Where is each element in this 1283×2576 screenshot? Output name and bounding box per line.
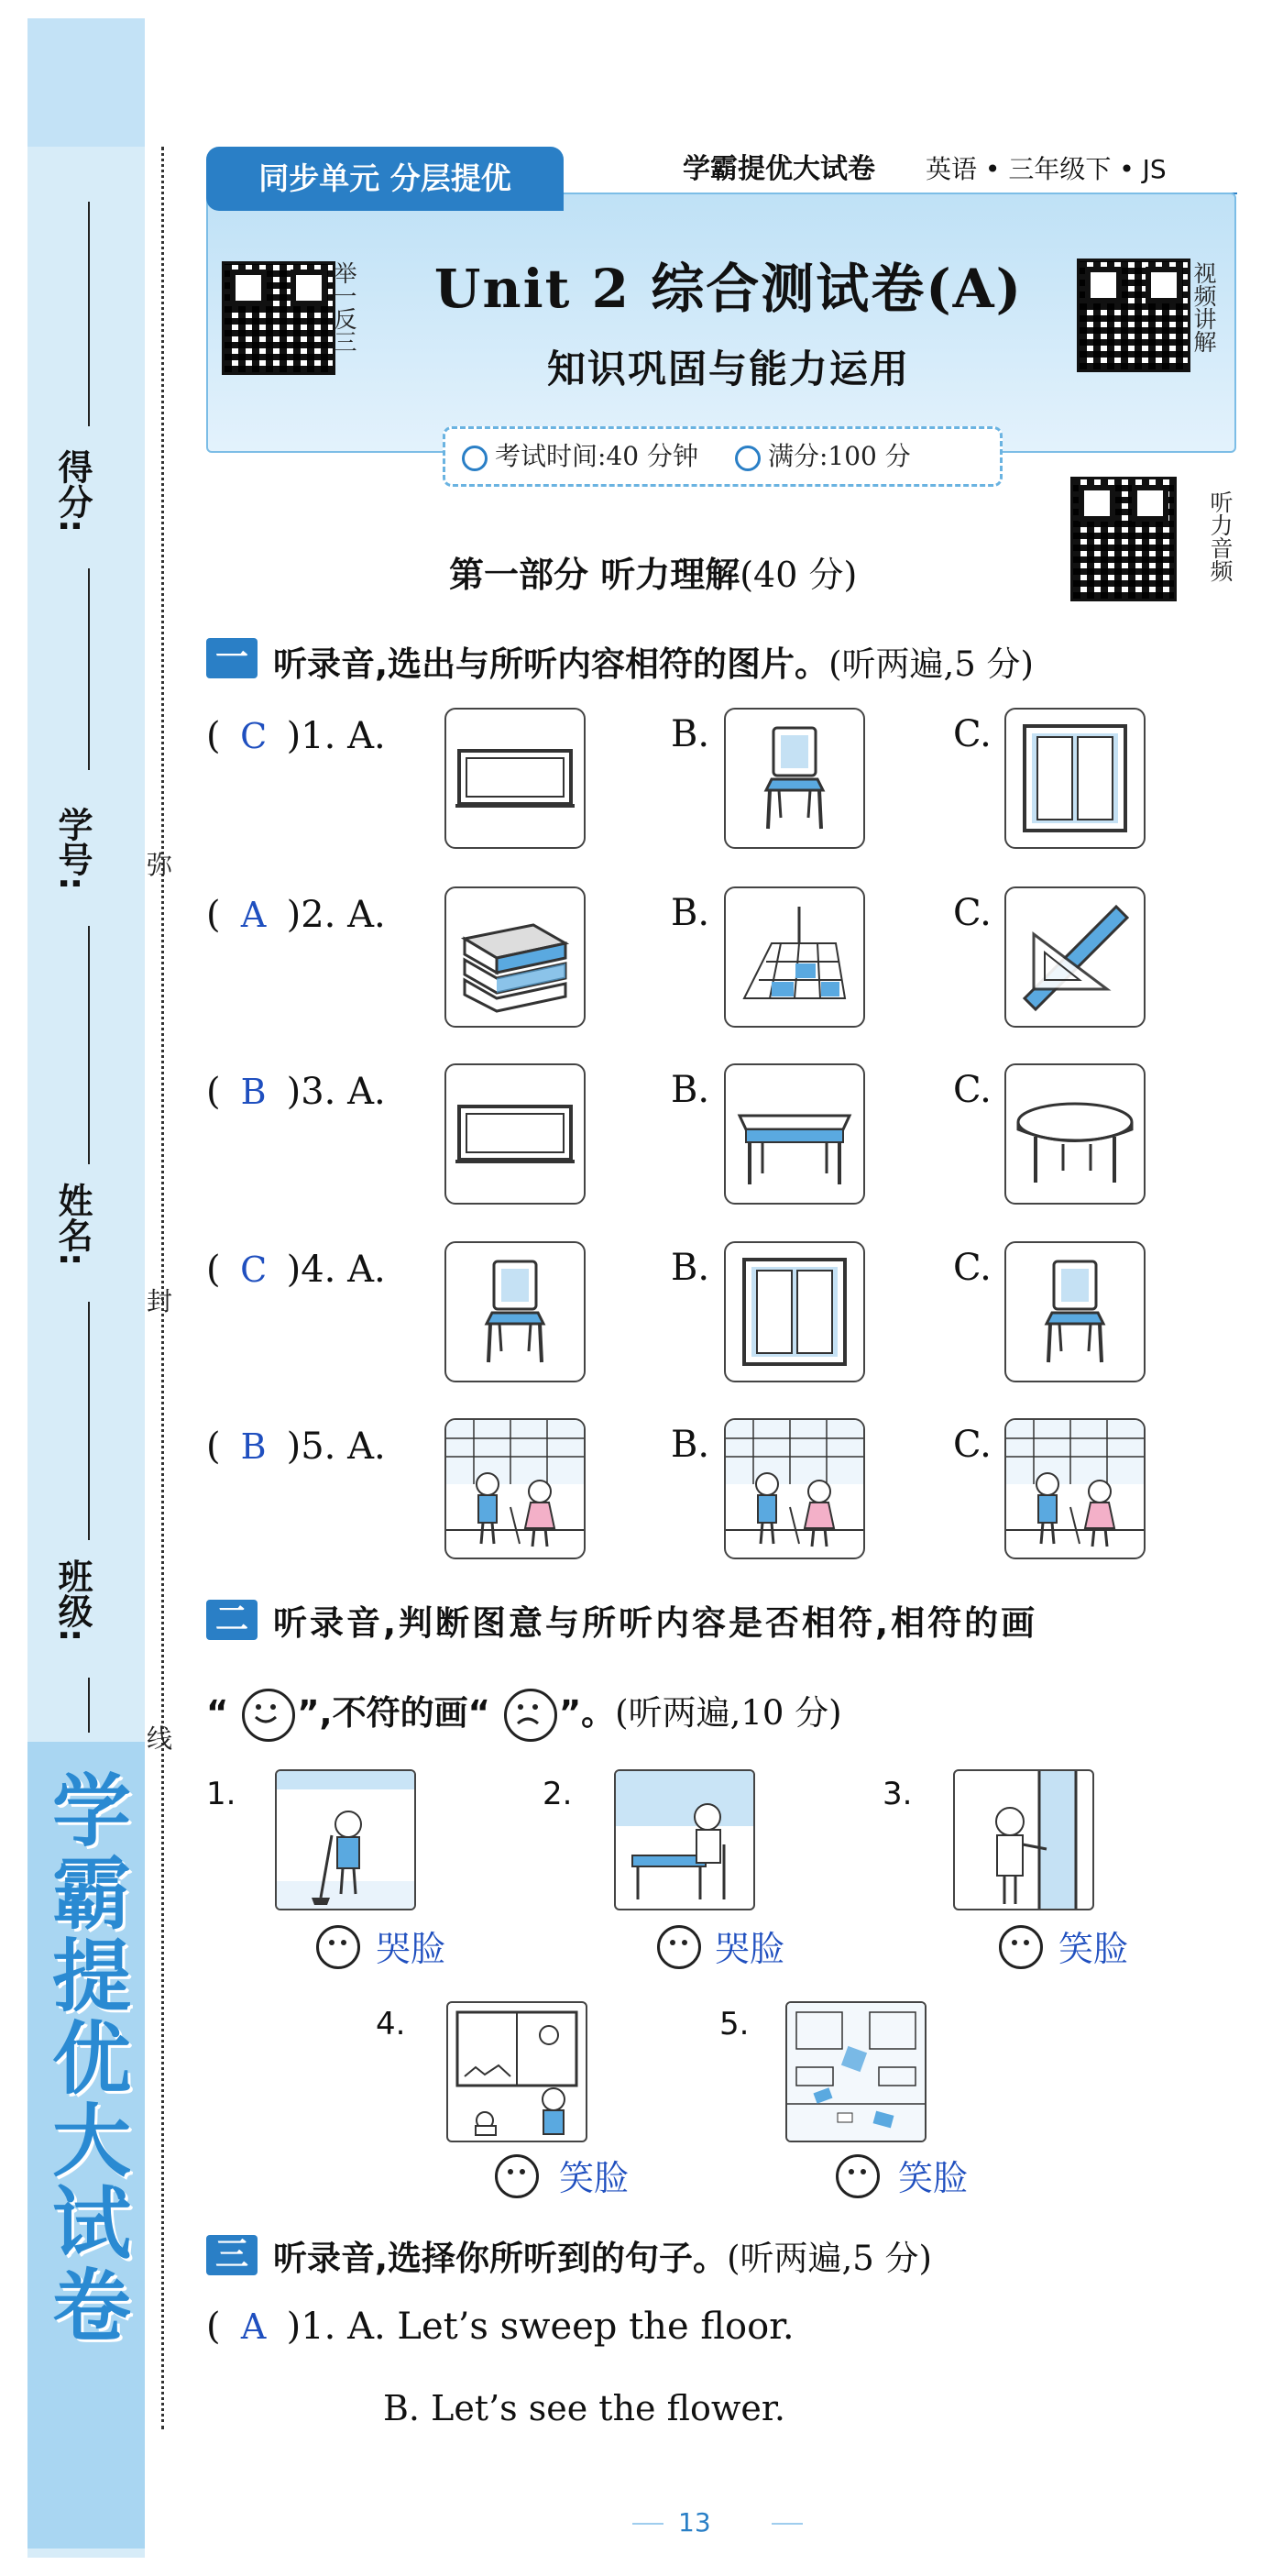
question-number: ( C )4. A. bbox=[206, 1249, 386, 1291]
qr-audio-note: 听力音频 bbox=[1207, 490, 1234, 582]
s3-question-1: ( A )1. A. Let’s sweep the floor. bbox=[206, 2306, 795, 2348]
question-label: )2. A. bbox=[286, 894, 386, 936]
section-2-line-1: 听录音,判断图意与所听内容是否相符,相符的画 bbox=[273, 1603, 1038, 1643]
item-picture bbox=[953, 1769, 1094, 1910]
item-picture bbox=[614, 1769, 755, 1910]
item-picture bbox=[446, 2001, 587, 2142]
s3-q1-option-b: B. Let’s see the flower. bbox=[383, 2388, 785, 2428]
exam-time: 考试时间:40 分钟 bbox=[495, 441, 698, 471]
question-label: )1. A. bbox=[286, 715, 386, 757]
full-score: 满分:100 分 bbox=[767, 441, 911, 471]
question-label: )4. A. bbox=[286, 1249, 386, 1291]
cut-mark-close: 封 bbox=[147, 1286, 173, 1316]
option-picture-window[interactable] bbox=[724, 1241, 865, 1382]
option-picture-table[interactable] bbox=[1004, 1063, 1146, 1205]
class-label: 班级: bbox=[52, 1558, 93, 1643]
answer-choice[interactable]: B bbox=[240, 1072, 267, 1112]
page-number: 13 bbox=[678, 2507, 711, 2537]
s3-q1-option-a: )1. A. Let’s sweep the floor. bbox=[286, 2306, 795, 2348]
option-picture-chair[interactable] bbox=[724, 708, 865, 849]
answer-choice[interactable]: C bbox=[240, 1249, 268, 1290]
option-label: C. bbox=[953, 892, 992, 934]
option-picture-blackboard[interactable] bbox=[444, 1063, 586, 1205]
check-icon bbox=[735, 446, 761, 471]
series-tag: 同步单元 分层提优 bbox=[206, 147, 564, 211]
section-2-badge: 二 bbox=[206, 1600, 258, 1640]
option-label: C. bbox=[953, 1069, 992, 1111]
qr-code-practice[interactable] bbox=[222, 261, 335, 375]
student-id-label: 学号: bbox=[52, 807, 93, 891]
class-line bbox=[88, 1678, 90, 1733]
part-title bbox=[449, 546, 857, 597]
qr-code-video[interactable] bbox=[1077, 259, 1190, 372]
question-number: ( B )3. A. bbox=[206, 1071, 386, 1113]
subject-grade: 英语 • 三年级下 • JS bbox=[926, 154, 1167, 184]
answer-face-icon[interactable] bbox=[316, 1925, 360, 1969]
option-label: C. bbox=[953, 1247, 992, 1289]
question-label: )3. A. bbox=[286, 1071, 386, 1113]
page-subtitle: 知识巩固与能力运用 bbox=[546, 347, 910, 391]
end-text: ”。 bbox=[558, 1693, 616, 1733]
section-2-note: (听两遍,10 分) bbox=[615, 1693, 842, 1733]
qr-code-audio[interactable] bbox=[1070, 477, 1177, 601]
answer-text: 笑脸 bbox=[898, 2158, 969, 2198]
open-quote: “ bbox=[206, 1693, 229, 1733]
section-1-badge: 一 bbox=[206, 638, 258, 678]
sad-face-icon bbox=[504, 1689, 557, 1742]
option-label: C. bbox=[953, 713, 992, 755]
cut-mark-seal: 弥 bbox=[147, 850, 173, 880]
option-picture-desk[interactable] bbox=[724, 1063, 865, 1205]
score-line-2 bbox=[88, 568, 90, 770]
answer-face-icon[interactable] bbox=[495, 2154, 539, 2198]
qr-video-note: 视频讲解 bbox=[1190, 261, 1217, 353]
section-3-note: (听两遍,5 分) bbox=[727, 2239, 932, 2278]
item-number: 2. bbox=[543, 1776, 573, 1812]
answer-face-icon[interactable] bbox=[999, 1925, 1043, 1969]
score-label: 得分: bbox=[52, 449, 93, 534]
qr-practice-note: 举一反三 bbox=[331, 261, 357, 353]
question-number: ( B )5. A. bbox=[206, 1426, 386, 1468]
answer-choice[interactable]: C bbox=[240, 716, 268, 756]
page-number-rule-right bbox=[772, 2523, 803, 2525]
option-picture-rulers[interactable] bbox=[1004, 886, 1146, 1028]
section-2-line-2 bbox=[206, 1685, 842, 1742]
mid-text: ”,不符的画“ bbox=[297, 1693, 490, 1733]
binding-strip-top bbox=[27, 18, 145, 147]
option-picture-chair[interactable] bbox=[444, 1241, 586, 1382]
item-number: 1. bbox=[206, 1776, 236, 1812]
answer-text: 哭脸 bbox=[376, 1929, 446, 1969]
item-number: 3. bbox=[883, 1776, 913, 1812]
clock-icon bbox=[462, 446, 488, 471]
answer-text: 笑脸 bbox=[559, 2158, 630, 2198]
series-name: 学霸提优大试卷 bbox=[683, 153, 875, 185]
score-line bbox=[88, 202, 90, 426]
option-picture-floor[interactable] bbox=[724, 886, 865, 1028]
option-picture-classroom[interactable] bbox=[1004, 1418, 1146, 1559]
cut-mark-line: 线 bbox=[147, 1723, 173, 1754]
answer-choice[interactable]: A bbox=[240, 895, 267, 935]
option-label: B. bbox=[671, 1069, 710, 1111]
option-picture-books[interactable] bbox=[444, 886, 586, 1028]
page-number-rule-left bbox=[632, 2523, 663, 2525]
section-3-text: 听录音,选择你所听到的句子。 bbox=[273, 2239, 728, 2278]
part-points: (40 分) bbox=[740, 555, 858, 595]
question-label: )5. A. bbox=[286, 1426, 386, 1468]
item-number: 4. bbox=[376, 2006, 406, 2042]
question-number: ( C )1. A. bbox=[206, 715, 386, 757]
item-picture bbox=[785, 2001, 927, 2142]
option-picture-classroom[interactable] bbox=[724, 1418, 865, 1559]
answer-choice[interactable]: B bbox=[240, 1426, 267, 1467]
option-label: B. bbox=[671, 1424, 710, 1466]
option-picture-blackboard[interactable] bbox=[444, 708, 586, 849]
answer-face-icon[interactable] bbox=[836, 2154, 880, 2198]
item-number: 5. bbox=[719, 2006, 750, 2042]
answer-face-icon[interactable] bbox=[657, 1925, 701, 1969]
name-label: 姓名: bbox=[52, 1183, 93, 1267]
answer-text: 哭脸 bbox=[715, 1929, 785, 1969]
section-3-instructions bbox=[273, 2230, 932, 2280]
option-picture-chair[interactable] bbox=[1004, 1241, 1146, 1382]
name-line bbox=[88, 1302, 90, 1540]
item-picture bbox=[275, 1769, 416, 1910]
exam-info-box bbox=[443, 426, 1003, 487]
part-title-text: 第一部分 听力理解 bbox=[449, 555, 740, 595]
section-3-badge: 三 bbox=[206, 2235, 258, 2275]
section-1-instructions bbox=[273, 636, 1034, 686]
section-1-note: (听两遍,5 分) bbox=[828, 644, 1034, 684]
section-1-text: 听录音,选出与所听内容相符的图片。 bbox=[273, 644, 829, 684]
option-label: B. bbox=[671, 713, 710, 755]
option-label: C. bbox=[953, 1424, 992, 1466]
s3-q1-answer[interactable]: A bbox=[240, 2306, 267, 2347]
option-picture-window[interactable] bbox=[1004, 708, 1146, 849]
option-label: B. bbox=[671, 892, 710, 934]
option-picture-classroom[interactable] bbox=[444, 1418, 586, 1559]
option-label: B. bbox=[671, 1247, 710, 1289]
student-id-line bbox=[88, 926, 90, 1164]
page-title: Unit 2 综合测试卷(A) bbox=[433, 258, 1024, 320]
question-number: ( A )2. A. bbox=[206, 894, 386, 936]
smile-face-icon bbox=[242, 1689, 295, 1742]
answer-text: 笑脸 bbox=[1058, 1929, 1129, 1969]
brand-logo-text: 学霸提优大试卷 bbox=[38, 1769, 131, 2347]
